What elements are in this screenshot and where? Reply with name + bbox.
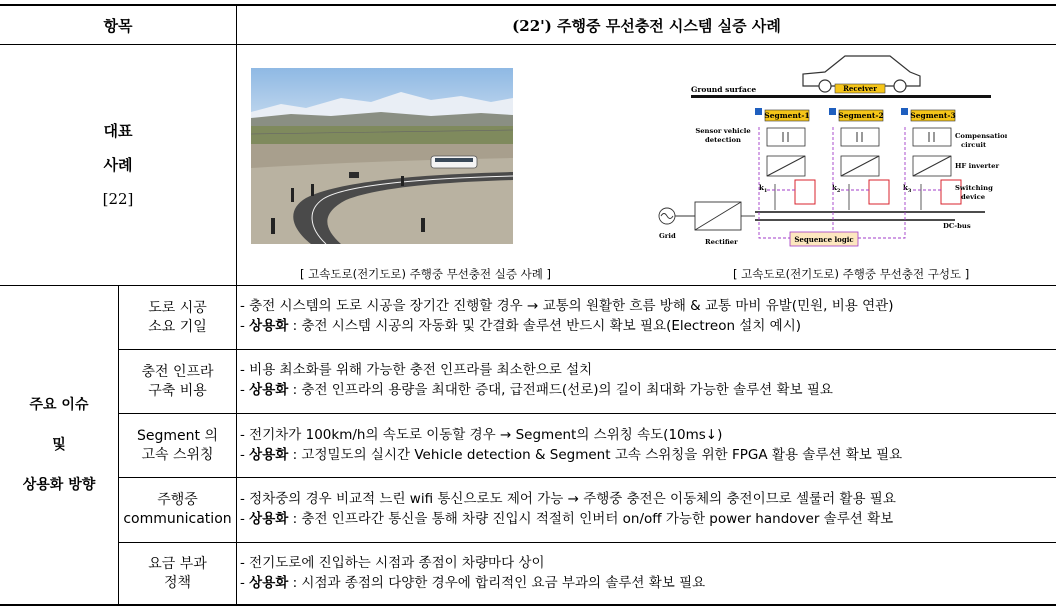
issues-group-label bbox=[0, 286, 118, 604]
grid-label: Grid bbox=[659, 232, 676, 240]
switching-label: device bbox=[961, 193, 986, 201]
category-line: 주행중 bbox=[157, 492, 198, 508]
category-line: 정책 bbox=[163, 574, 192, 591]
switching-label: Switching bbox=[955, 184, 993, 192]
switch-k2-label: $k_2$ bbox=[832, 183, 841, 194]
description-line: - 충전 시스템의 도로 시공을 장기간 진행할 경우 → 교통의 원활한 흐름 방해 & 교통 마비 유발(민원, 비용 연관) bbox=[240, 298, 894, 314]
category-line: communication bbox=[123, 511, 232, 527]
sensor-label: Sensor vehicle bbox=[695, 127, 751, 135]
commercialization-label: 상용화 bbox=[249, 575, 289, 591]
compensation-label: circuit bbox=[961, 141, 987, 149]
segment-2-label: Segment-2 bbox=[838, 111, 884, 120]
category-line: 충전 인프라 bbox=[141, 363, 214, 380]
commercialization-label: 상용화 bbox=[249, 447, 289, 463]
commercialization-label: 상용화 bbox=[249, 318, 289, 334]
description-line: - 전기차가 100km/h의 속도로 이동할 경우 → Segment의 스위칭 속도(10ms↓) bbox=[240, 427, 723, 443]
sensor-icon bbox=[755, 108, 762, 115]
photo-caption: [ 고속도로(전기도로) 주행중 무선충전 실증 사례 ] bbox=[300, 267, 551, 281]
description-line: - 정차중의 경우 비교적 느린 wifi 통신으로도 제어 가능 → 주행중 충전은 이동체의 충전이므로 셀룰러 활용 필요 bbox=[240, 491, 896, 507]
compensation-label: Compensation bbox=[955, 132, 1007, 140]
sequence-logic-label: Sequence logic bbox=[794, 235, 854, 244]
issue-description bbox=[240, 489, 896, 529]
category-line: 구축 비용 bbox=[148, 382, 207, 399]
category-line: 도로 시공 bbox=[148, 299, 207, 316]
sensor-icon bbox=[901, 108, 908, 115]
commercialization-text: : 충전 인프라간 통신을 통해 차량 진입시 적절히 인버터 on/off 가능한 power handover 솔루션 확보 bbox=[288, 511, 894, 527]
issue-category bbox=[119, 286, 236, 349]
group-label-line: 상용화 방향 bbox=[22, 477, 96, 493]
highway-photo bbox=[251, 68, 513, 244]
header-item-label: 항목 bbox=[103, 16, 133, 35]
hf-inverter-label: HF inverter bbox=[955, 162, 1000, 170]
row-divider bbox=[118, 542, 1056, 543]
label-line: 사례 bbox=[103, 156, 133, 174]
issue-description bbox=[240, 425, 902, 465]
issue-category bbox=[119, 414, 236, 477]
issue-category bbox=[119, 543, 236, 604]
description-line: - 상용화 : 충전 인프라간 통신을 통해 차량 진입시 적절히 인버터 on/off 가능한 power handover 솔루션 확보 bbox=[240, 511, 894, 527]
description-line: - 상용화 : 충전 인프라의 용량을 최대한 증대, 급전패드(선로)의 길이 최대화 가능한 솔루션 확보 필요 bbox=[240, 382, 833, 398]
segment-1-label: Segment-1 bbox=[764, 111, 810, 120]
issue-description bbox=[240, 553, 705, 593]
diagram-caption: [ 고속도로(전기도로) 주행중 무선충전 구성도 ] bbox=[733, 267, 970, 281]
description-line: - 비용 최소화를 위해 가능한 충전 인프라를 최소한으로 설치 bbox=[240, 362, 593, 378]
row-divider bbox=[118, 477, 1056, 478]
category-line: 요금 부과 bbox=[148, 555, 207, 572]
category-line: 소요 기일 bbox=[148, 318, 207, 335]
label-line: [22] bbox=[102, 190, 134, 208]
system-diagram bbox=[655, 52, 1007, 262]
commercialization-label: 상용화 bbox=[249, 511, 289, 527]
column-divider bbox=[236, 5, 237, 605]
group-label-line: 주요 이슈 bbox=[29, 397, 89, 413]
label-line: 대표 bbox=[103, 122, 133, 140]
issue-description bbox=[240, 360, 833, 400]
description-line: - 전기도로에 진입하는 시점과 종점이 차량마다 상이 bbox=[240, 555, 545, 571]
commercialization-text: : 충전 시스템 시공의 자동화 및 간결화 솔루션 반드시 확보 필요(Electreon 설치 예시) bbox=[288, 318, 802, 334]
table-bottom-border bbox=[0, 604, 1056, 606]
switch-k1-label: $k_1$ bbox=[759, 183, 768, 194]
receiver-label: Receiver bbox=[843, 84, 877, 93]
commercialization-label: 상용화 bbox=[249, 382, 289, 398]
issue-category bbox=[119, 478, 236, 542]
commercialization-text: : 시점과 종점의 다양한 경우에 합리적인 요금 부과의 솔루션 확보 필요 bbox=[288, 575, 706, 591]
group-label-line: 및 bbox=[52, 437, 66, 453]
switch-k3-label: $k_3$ bbox=[903, 183, 912, 194]
row-divider bbox=[118, 349, 1056, 350]
row-divider bbox=[118, 413, 1056, 414]
rectifier-label: Rectifier bbox=[705, 238, 738, 246]
category-line: 고속 스위칭 bbox=[141, 446, 214, 463]
description-line: - 상용화 : 고정밀도의 실시간 Vehicle detection & Segment 고속 스위칭을 위한 FPGA 활용 솔루션 확보 필요 bbox=[240, 447, 903, 463]
commercialization-text: : 충전 인프라의 용량을 최대한 증대, 급전패드(선로)의 길이 최대화 가능한 솔루션 확보 필요 bbox=[288, 382, 833, 398]
sensor-label: detection bbox=[705, 136, 741, 144]
sensor-icon bbox=[829, 108, 836, 115]
category-line: Segment 의 bbox=[137, 427, 218, 444]
dc-bus-label: DC-bus bbox=[943, 222, 971, 230]
ground-surface-label: Ground surface bbox=[691, 85, 757, 94]
description-line: - 상용화 : 충전 시스템 시공의 자동화 및 간결화 솔루션 반드시 확보 필요(Electreon 설치 예시) bbox=[240, 318, 802, 334]
issue-category bbox=[119, 350, 236, 413]
commercialization-text: : 고정밀도의 실시간 Vehicle detection & Segment 고속 스위칭을 위한 FPGA 활용 솔루션 확보 필요 bbox=[288, 447, 903, 463]
header-title: (22') 주행중 무선충전 시스템 실증 사례 bbox=[512, 16, 781, 35]
representative-case-label bbox=[0, 45, 236, 285]
segment-3-label: Segment-3 bbox=[910, 111, 956, 120]
description-line: - 상용화 : 시점과 종점의 다양한 경우에 합리적인 요금 부과의 솔루션 확보 필요 bbox=[240, 575, 706, 591]
issue-description bbox=[240, 296, 893, 336]
